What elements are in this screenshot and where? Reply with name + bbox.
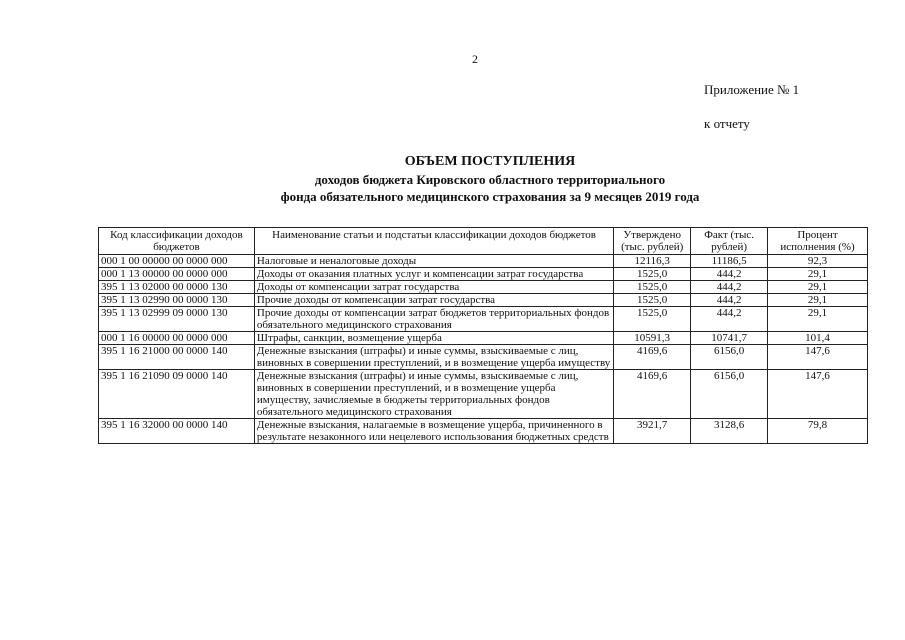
row-approved: 4169,6 — [614, 345, 691, 370]
row-fact: 444,2 — [691, 268, 768, 281]
table-row — [99, 345, 868, 370]
row-code: 395 1 13 02990 00 0000 130 — [99, 294, 255, 307]
row-approved: 1525,0 — [614, 281, 691, 294]
row-name: Денежные взыскания, налагаемые в возмещение ущерба, причиненного в результате незаконного или нецелевого использования бюджетных средств — [254, 419, 613, 444]
table-row — [99, 370, 868, 419]
row-percent: 29,1 — [768, 281, 868, 294]
row-percent: 29,1 — [768, 294, 868, 307]
row-percent: 101,4 — [768, 332, 868, 345]
title-line-2: доходов бюджета Кировского областного территориального — [314, 172, 666, 187]
row-percent: 147,6 — [768, 370, 868, 419]
row-fact: 10741,7 — [691, 332, 768, 345]
row-code: 000 1 16 00000 00 0000 000 — [99, 332, 255, 345]
header-approved: Утверждено (тыс. рублей) — [614, 228, 691, 255]
row-percent: 29,1 — [768, 307, 868, 332]
row-percent: 147,6 — [768, 345, 868, 370]
row-name: Доходы от оказания платных услуг и компенсации затрат государства — [254, 268, 613, 281]
row-code: 395 1 16 21090 09 0000 140 — [99, 370, 255, 419]
row-approved: 4169,6 — [614, 370, 691, 419]
title-line-1: ОБЪЕМ ПОСТУПЛЕНИЯ — [404, 154, 576, 169]
row-fact: 3128,6 — [691, 419, 768, 444]
page-number: 2 — [472, 52, 478, 66]
row-code: 395 1 13 02999 09 0000 130 — [99, 307, 255, 332]
table-row — [99, 268, 868, 281]
row-percent: 92,3 — [768, 255, 868, 268]
row-name: Денежные взыскания (штрафы) и иные суммы, взыскиваемые с лиц, виновных в совершении преступлений, и в возмещение ущерба имуществу, зачисляемые в бюджеты территориальных фондов обязательного медицинского страхования — [254, 370, 613, 419]
table-row — [99, 332, 868, 345]
header-name: Наименование статьи и подстатьи классификации доходов бюджетов — [254, 228, 613, 255]
row-fact: 6156,0 — [691, 345, 768, 370]
row-fact: 444,2 — [691, 281, 768, 294]
row-fact: 6156,0 — [691, 370, 768, 419]
document-title — [200, 153, 780, 205]
row-fact: 444,2 — [691, 294, 768, 307]
row-approved: 1525,0 — [614, 268, 691, 281]
header-fact: Факт (тыс. рублей) — [691, 228, 768, 255]
table-row — [99, 419, 868, 444]
row-fact: 11186,5 — [691, 255, 768, 268]
row-code: 000 1 13 00000 00 0000 000 — [99, 268, 255, 281]
appendix-label: Приложение № 1 — [704, 82, 800, 97]
title-line-3: фонда обязательного медицинского страхования за 9 месяцев 2019 года — [280, 189, 700, 204]
row-name: Штрафы, санкции, возмещение ущерба — [254, 332, 613, 345]
row-name: Доходы от компенсации затрат государства — [254, 281, 613, 294]
row-code: 395 1 16 32000 00 0000 140 — [99, 419, 255, 444]
table-row — [99, 294, 868, 307]
to-report-label: к отчету — [704, 116, 750, 131]
row-code: 000 1 00 00000 00 0000 000 — [99, 255, 255, 268]
row-approved: 1525,0 — [614, 307, 691, 332]
row-code: 395 1 16 21000 00 0000 140 — [99, 345, 255, 370]
table-row — [99, 281, 868, 294]
table-header-row — [99, 228, 868, 255]
header-code: Код классификации доходов бюджетов — [99, 228, 255, 255]
row-name: Налоговые и неналоговые доходы — [254, 255, 613, 268]
row-name: Денежные взыскания (штрафы) и иные суммы, взыскиваемые с лиц, виновных в совершении преступлений, и в возмещение ущерба имуществу — [254, 345, 613, 370]
row-approved: 10591,3 — [614, 332, 691, 345]
row-percent: 29,1 — [768, 268, 868, 281]
row-name: Прочие доходы от компенсации затрат бюджетов территориальных фондов обязательного медицинского страхования — [254, 307, 613, 332]
row-name: Прочие доходы от компенсации затрат государства — [254, 294, 613, 307]
row-approved: 12116,3 — [614, 255, 691, 268]
row-percent: 79,8 — [768, 419, 868, 444]
table-row — [99, 307, 868, 332]
row-fact: 444,2 — [691, 307, 768, 332]
row-code: 395 1 13 02000 00 0000 130 — [99, 281, 255, 294]
table-row — [99, 255, 868, 268]
row-approved: 1525,0 — [614, 294, 691, 307]
row-approved: 3921,7 — [614, 419, 691, 444]
revenue-table — [98, 227, 868, 444]
header-percent: Процент исполнения (%) — [768, 228, 868, 255]
